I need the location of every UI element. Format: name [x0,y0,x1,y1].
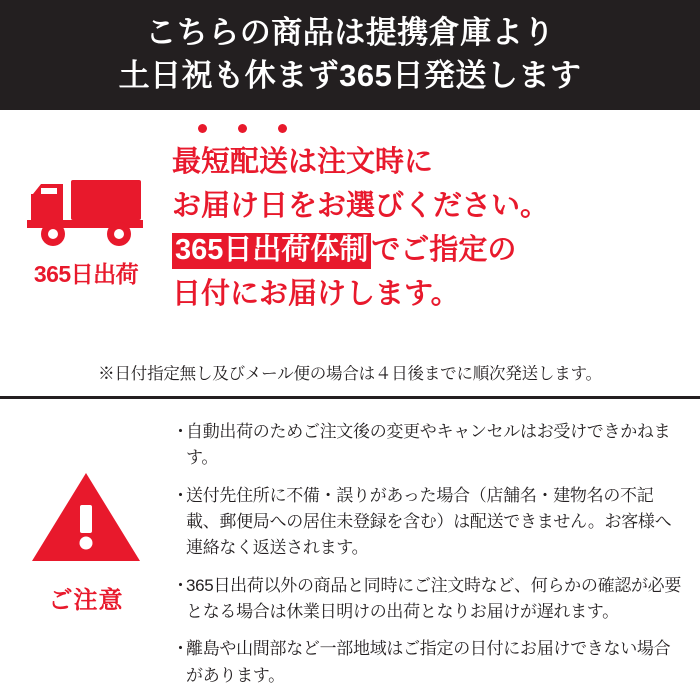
caution-icon-column [0,413,172,700]
bullet-icon: ・ [172,485,189,505]
caution-label: ご注意 [48,586,124,614]
list-item-text: 自動出荷のためご注文後の変更やキャンセルはお受けできかねます。 [186,421,671,468]
list-item [172,483,684,562]
list-item [172,419,684,472]
dot-icon [198,124,207,133]
delivery-truck-icon [27,172,145,248]
truck-column [0,124,172,356]
header-line-2: 土日祝も休まず365日発送します [118,57,582,93]
list-item-text: 送付先住所に不備・誤りがあった場合（店舗名・建物名の不記載、郵便局への居住未登録を含む）は配送できません。お客様へ連絡なく返送されます。 [186,485,672,558]
list-item-text: 離島や山間部など一部地域はご指定の日付にお届けできない場合があります。 [186,639,671,685]
decorative-dots [172,124,682,138]
warning-triangle-icon [30,469,142,570]
dot-icon [278,124,287,133]
shipping-line-4: 日付にお届けします。 [172,278,460,311]
header-line-1: こちらの商品は提携倉庫より [145,15,555,51]
list-item-text: 365日出荷以外の商品と同時にご注文時など、何らかの確認が必要となる場合は休業日明けの出荷となりお届けが遅れます。 [186,575,682,621]
caution-list [172,413,700,700]
shipping-text-column [172,124,700,356]
list-item [172,636,684,689]
bullet-icon: ・ [172,421,189,441]
caution-section [0,399,700,700]
list-item [172,573,684,626]
bullet-icon: ・ [172,639,189,659]
shipping-section [0,110,700,399]
shipping-body [0,110,700,356]
shipping-line-2: お届け日をお選びください。 [172,189,550,222]
shipping-line-3 [172,228,682,272]
header-block [0,0,700,110]
shipping-emphasis: 365日出荷体制 [172,233,371,269]
bullet-icon: ・ [172,575,189,595]
shipping-line-3-rest: でご指定の [371,234,517,267]
truck-label: 365日出荷 [33,260,139,287]
shipping-line-1: 最短配送は注文時に [172,145,434,178]
shipping-note: ※日付指定無し及びメール便の場合は４日後までに順次発送します。 [98,364,602,383]
dot-icon [238,124,247,133]
